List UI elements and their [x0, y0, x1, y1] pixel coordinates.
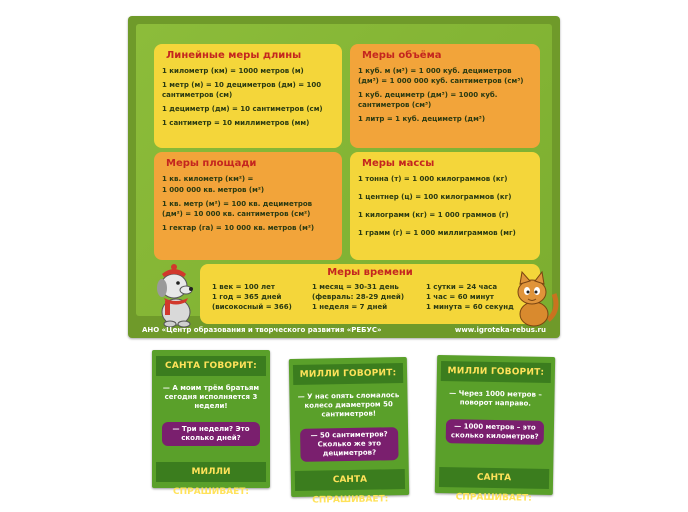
card-question: — 50 сантиметров? Сколько же это дециметров?: [300, 427, 399, 462]
panel-time-title: Меры времени: [327, 267, 413, 278]
footer-organization: АНО «Центр образования и творческого развития «РЕБУС»: [142, 326, 382, 334]
area-line: 1 000 000 кв. метров (м²): [162, 186, 265, 194]
panel-volume-title: Меры объёма: [362, 50, 442, 61]
card-footer: САНТА СПРАШИВАЕТ:: [295, 469, 405, 491]
volume-line: 1 куб. дециметр (дм³) = 1000 куб. сантиметров (см³): [358, 91, 498, 109]
time-line: 1 час = 60 минут: [426, 293, 494, 301]
mass-line: 1 килограмм (кг) = 1 000 граммов (г): [358, 211, 509, 219]
question-card-2: [289, 357, 409, 506]
length-line: 1 метр (м) = 10 дециметров (дм) = 100 сантиметров (см): [162, 81, 322, 99]
panel-area: [154, 152, 342, 260]
reference-board: [128, 16, 560, 338]
time-column-2: [312, 282, 422, 312]
volume-line: 1 литр = 1 куб. дециметр (дм³): [358, 115, 486, 123]
card-statement: — У нас опять сломалось колесо диаметром 50 сантиметров!: [297, 391, 400, 419]
time-line: 1 сутки = 24 часа: [426, 283, 498, 291]
dog-illustration: [146, 262, 204, 328]
card-header: САНТА ГОВОРИТ:: [156, 356, 266, 376]
panel-length: [154, 44, 342, 148]
time-line: (февраль: 28-29 дней): [312, 293, 405, 301]
time-line: 1 месяц = 30-31 день: [312, 283, 399, 291]
panel-length-title: Линейные меры длины: [166, 50, 302, 61]
footer-website: www.igroteka-rebus.ru: [454, 326, 546, 334]
mass-line: 1 грамм (г) = 1 000 миллиграммов (мг): [358, 229, 516, 237]
panel-volume: [350, 44, 540, 148]
card-statement: — Через 1000 метров – поворот направо.: [449, 389, 542, 408]
panel-area-title: Меры площади: [166, 158, 257, 169]
panel-mass: [350, 152, 540, 260]
time-line: 1 неделя = 7 дней: [312, 303, 388, 311]
area-line: 1 гектар (га) = 10 000 кв. метров (м²): [162, 224, 315, 232]
question-card-1: [152, 350, 270, 497]
card-question: — Три недели? Это сколько дней?: [162, 422, 260, 446]
panel-mass-title: Меры массы: [362, 158, 435, 169]
length-line: 1 сантиметр = 10 миллиметров (мм): [162, 119, 310, 127]
length-line: 1 дециметр (дм) = 10 сантиметров (см): [162, 105, 323, 113]
length-line: 1 километр (км) = 1000 метров (м): [162, 67, 304, 75]
time-line: (високосный = 366): [212, 303, 292, 311]
mass-line: 1 центнер (ц) = 100 килограммов (кг): [358, 193, 512, 201]
card-header: МИЛЛИ ГОВОРИТ:: [441, 361, 551, 383]
time-column-1: [212, 282, 312, 312]
volume-line: 1 куб. м (м³) = 1 000 куб. дециметров (дм³) = 1 000 000 куб. сантиметров (см³): [358, 67, 524, 85]
area-line: 1 кв. метр (м²) = 100 кв. дециметров (дм²) = 10 000 кв. сантиметров (см²): [162, 200, 313, 218]
time-line: 1 минута = 60 секунд: [426, 303, 514, 311]
area-line: 1 кв. километр (км²) =: [162, 175, 254, 183]
card-header: МИЛЛИ ГОВОРИТ:: [293, 363, 403, 385]
mass-line: 1 тонна (т) = 1 000 килограммов (кг): [358, 175, 508, 183]
card-statement: — А моим трём братьям сегодня исполняется 3 недели!: [162, 384, 260, 410]
board-background: [136, 24, 552, 316]
card-question: — 1000 метров – это сколько километров?: [446, 419, 544, 445]
time-line: 1 год = 365 дней: [212, 293, 282, 301]
panel-time: [200, 264, 540, 324]
card-footer: САНТА СПРАШИВАЕТ:: [439, 467, 549, 489]
time-line: 1 век = 100 лет: [212, 283, 275, 291]
question-card-3: [435, 355, 555, 504]
card-footer: МИЛЛИ СПРАШИВАЕТ:: [156, 462, 266, 482]
cat-illustration: [508, 270, 560, 328]
